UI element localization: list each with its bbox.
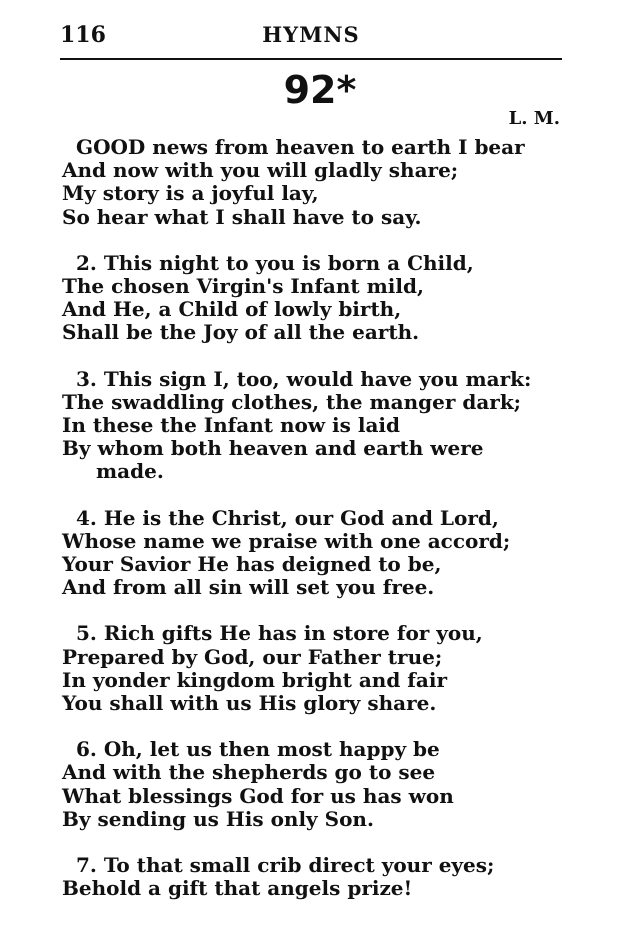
verse-line: Prepared by God, our Father true;: [62, 644, 443, 669]
verse-line: 5. Rich gifts He has in store for you,: [76, 621, 483, 646]
hymn-text: [62, 136, 602, 923]
verse-line: The chosen Virgin's Infant mild,: [62, 274, 424, 299]
verse-line: My story is a joyful lay,: [62, 181, 319, 206]
page-number: 116: [60, 22, 106, 48]
stanza: [62, 507, 602, 600]
verse-line: And He, a Child of lowly birth,: [62, 297, 402, 322]
verse-line: And from all sin will set you free.: [62, 575, 435, 600]
verse-line: And now with you will gladly share;: [62, 158, 459, 183]
stanza: [62, 738, 602, 831]
verse-line: And with the shepherds go to see: [62, 760, 436, 785]
header-rule: [60, 58, 562, 60]
verse-line: The swaddling clothes, the manger dark;: [62, 389, 522, 414]
verse-line: 4. He is the Christ, our God and Lord,: [76, 505, 499, 530]
verse-line: GOOD news from heaven to earth I bear: [76, 135, 525, 159]
meter-label: L. M.: [508, 108, 560, 129]
verse-line: 2. This night to you is born a Child,: [76, 250, 474, 275]
running-title: HYMNS: [262, 22, 360, 47]
stanza: [62, 368, 602, 484]
verse-line: By sending us His only Son.: [62, 806, 374, 831]
verse-line: Behold a gift that angels prize!: [62, 876, 413, 901]
verse-line: made.: [96, 459, 164, 484]
verse-line: By whom both heaven and earth were: [62, 436, 484, 461]
verse-line: What blessings God for us has won: [62, 783, 454, 808]
verse-line: Your Savior He has deigned to be,: [62, 552, 442, 577]
stanza: [62, 136, 602, 229]
page-header: [60, 22, 562, 56]
stanza: [62, 854, 602, 900]
verse-line: Shall be the Joy of all the earth.: [62, 320, 420, 345]
verse-line: 7. To that small crib direct your eyes;: [76, 853, 495, 878]
verse-line: Whose name we praise with one accord;: [62, 528, 511, 553]
verse-line: 6. Oh, let us then most happy be: [76, 737, 440, 762]
verse-line: 3. This sign I, too, would have you mark:: [76, 366, 532, 391]
verse-line: So hear what I shall have to say.: [62, 204, 422, 229]
verse-line: In these the Infant now is laid: [62, 413, 400, 438]
stanza: [62, 622, 602, 715]
stanza: [62, 252, 602, 345]
verse-line: In yonder kingdom bright and fair: [62, 667, 447, 692]
hymn-number: 92*: [283, 68, 357, 112]
verse-line: You shall with us His glory share.: [62, 691, 437, 716]
